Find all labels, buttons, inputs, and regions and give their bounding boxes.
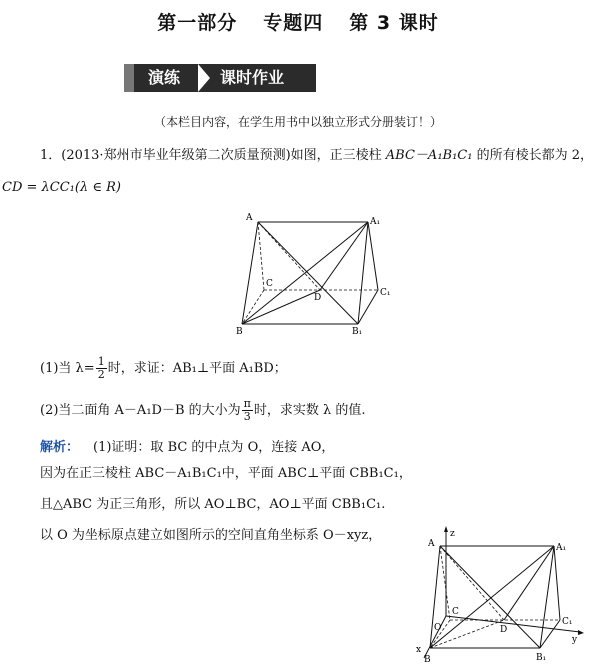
question-part-1 — [40, 356, 287, 381]
fig1-label-A: A — [246, 213, 253, 223]
frac2-denominator: 3 — [243, 410, 251, 423]
banner-arrow-icon — [198, 64, 210, 92]
line-A1D — [320, 222, 368, 290]
vector-eq-text: CD = λCC₁(λ ∈ R) — [2, 180, 121, 195]
solution-line-1 — [40, 436, 334, 455]
diag-AB1-2 — [440, 546, 540, 648]
fig2-label-C: C — [452, 607, 459, 617]
frac1-denominator: 2 — [97, 368, 105, 381]
prism-figure-1 — [232, 206, 402, 338]
fig1-label-B1: B₁ — [352, 327, 363, 337]
banner-left-label: 演练 — [148, 68, 181, 87]
diag-A1B-2 — [430, 546, 554, 648]
part2-text-a: (2)当二面角 A－A₁D－B 的大小为 — [40, 403, 241, 418]
fig1-label-B: B — [236, 327, 243, 337]
part1-text-b: 时，求证：AB₁⊥平面 A₁BD； — [107, 361, 287, 376]
problem-statement — [40, 144, 593, 163]
coordinate-figure-2 — [414, 526, 590, 666]
prism-name: ABC－A₁B₁C₁ — [385, 148, 473, 163]
hidden-AC — [258, 222, 264, 290]
fig2-label-A: A — [428, 539, 435, 549]
fig1-label-A1: A₁ — [370, 217, 381, 227]
fraction-pi-third — [242, 398, 253, 423]
solution-line-3: 且△ABC 为正三角形，所以 AO⊥BC，AO⊥平面 CBB₁C₁. — [40, 497, 386, 512]
question-part-2 — [40, 398, 366, 423]
edge-A1B1-2 — [540, 546, 554, 648]
frac2-numerator: π — [243, 397, 251, 410]
diag-A1B — [242, 222, 368, 324]
fig2-label-B1: B₁ — [536, 653, 547, 663]
z-arrow-icon — [444, 526, 448, 532]
fig2-label-D: D — [500, 625, 508, 635]
edge-A1C1-2 — [554, 546, 560, 620]
fig2-label-B: B — [424, 655, 431, 665]
edge-AB — [242, 222, 258, 324]
fig2-label-x: x — [416, 645, 422, 655]
banner-right-label: 课时作业 — [220, 68, 285, 87]
solution-label: 解析： — [40, 440, 80, 455]
title-topic: 专题四 — [263, 12, 324, 34]
part2-text-b: 时，求实数 λ 的值. — [253, 403, 366, 418]
fig1-label-D: D — [314, 293, 322, 303]
problem-text-a: 如图，正三棱柱 — [290, 148, 386, 163]
frac1-numerator: 1 — [97, 355, 105, 368]
problem-source: (2013·郑州市毕业年级第二次质量预测) — [61, 148, 291, 163]
line-A1D-2 — [504, 546, 554, 620]
solution-text-1: (1)证明：取 BC 的中点为 O，连接 AO， — [93, 440, 335, 455]
part1-text-a: (1)当 λ= — [40, 361, 95, 376]
fig2-label-z: z — [450, 529, 455, 539]
fig1-label-C: C — [266, 279, 273, 289]
fig2-label-O: O — [434, 623, 442, 633]
edge-A1C1 — [368, 222, 378, 290]
fig1-label-C1: C₁ — [380, 288, 391, 298]
solution-line-2: 因为在正三棱柱 ABC－A₁B₁C₁中，平面 ABC⊥平面 CBB₁C₁， — [40, 466, 412, 481]
title-part: 第一部分 — [157, 12, 238, 34]
fraction-one-half — [96, 356, 107, 381]
hidden-AD-2 — [440, 546, 504, 620]
binding-note: （本栏目内容，在学生用书中以独立形式分册装订！） — [153, 115, 442, 129]
fig2-label-y: y — [572, 635, 578, 645]
diag-AB1 — [258, 222, 358, 324]
solution-line-4: 以 O 为坐标原点建立如图所示的空间直角坐标系 O－xyz， — [40, 528, 382, 543]
vector-equation — [2, 180, 121, 195]
problem-number: 1． — [40, 148, 62, 163]
hidden-AC-2 — [440, 546, 450, 620]
fig2-label-C1: C₁ — [562, 617, 573, 627]
problem-text-b: 的所有棱长都为 2， — [472, 148, 593, 163]
page-title — [0, 8, 596, 35]
fig2-label-A1: A₁ — [556, 543, 567, 553]
line-BD — [242, 290, 320, 324]
y-arrow-icon — [578, 630, 584, 635]
section-banner — [124, 64, 316, 92]
title-lesson: 第 3 课时 — [349, 12, 439, 34]
